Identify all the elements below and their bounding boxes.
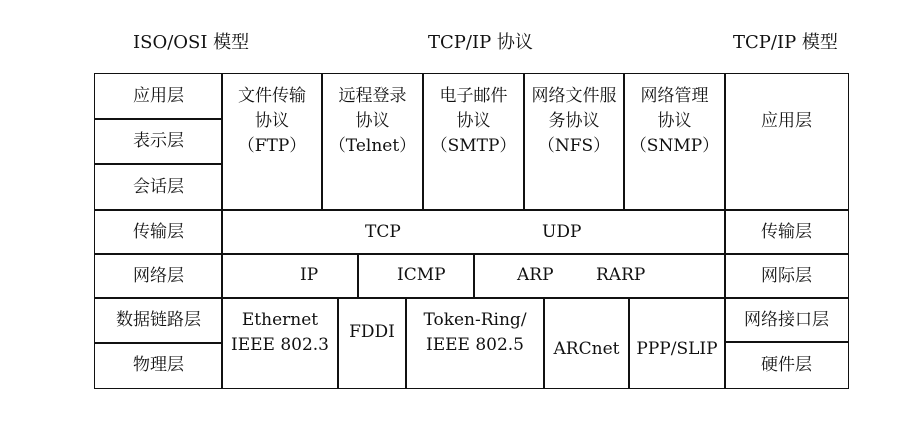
protocol-token-ring: Token-Ring/ IEEE 802.5: [405, 297, 545, 389]
osi-layer-data-link: 数据链路层: [94, 297, 223, 344]
tcpip-protocol-header: TCP/IP 协议: [428, 32, 533, 53]
osi-layer-transport: 传输层: [94, 209, 223, 255]
protocol-ip: IP: [300, 265, 319, 285]
tcpip-layer-network-interface: 网络接口层: [724, 297, 849, 343]
protocol-nfs: 网络文件服 务协议 （NFS）: [523, 73, 625, 211]
protocol-icmp: ICMP: [397, 265, 446, 285]
osi-layer-physical: 物理层: [94, 342, 223, 389]
protocol-smtp: 电子邮件 协议 （SMTP）: [422, 73, 525, 211]
network-divider-2: [473, 253, 475, 299]
protocol-tcp: TCP: [365, 222, 401, 242]
protocol-ftp: 文件传输 协议 （FTP）: [221, 73, 323, 211]
protocol-ethernet: Ethernet IEEE 802.3: [221, 297, 339, 389]
tcpip-layer-application: 应用层: [724, 73, 849, 211]
tcpip-layer-internet: 网际层: [724, 253, 849, 299]
tcpip-layer-transport: 传输层: [724, 209, 849, 255]
protocol-udp: UDP: [542, 222, 582, 242]
tcpip-model-header: TCP/IP 模型: [733, 32, 838, 53]
osi-layer-presentation: 表示层: [94, 118, 223, 165]
protocol-arcnet: ARCnet: [543, 297, 630, 389]
transport-protocols-row: [221, 209, 726, 255]
protocol-arp: ARP: [517, 265, 554, 285]
protocol-rarp: RARP: [596, 265, 646, 285]
network-divider-1: [357, 253, 359, 299]
osi-layer-application: 应用层: [94, 73, 223, 120]
protocol-telnet: 远程登录 协议 （Telnet）: [321, 73, 424, 211]
osi-layer-session: 会话层: [94, 163, 223, 211]
protocol-snmp: 网络管理 协议 （SNMP）: [623, 73, 726, 211]
protocol-ppp-slip: PPP/SLIP: [628, 297, 726, 389]
tcpip-layer-hardware: 硬件层: [724, 341, 849, 389]
osi-model-header: ISO/OSI 模型: [133, 32, 250, 53]
osi-layer-network: 网络层: [94, 253, 223, 299]
protocol-fddi: FDDI: [337, 297, 407, 389]
